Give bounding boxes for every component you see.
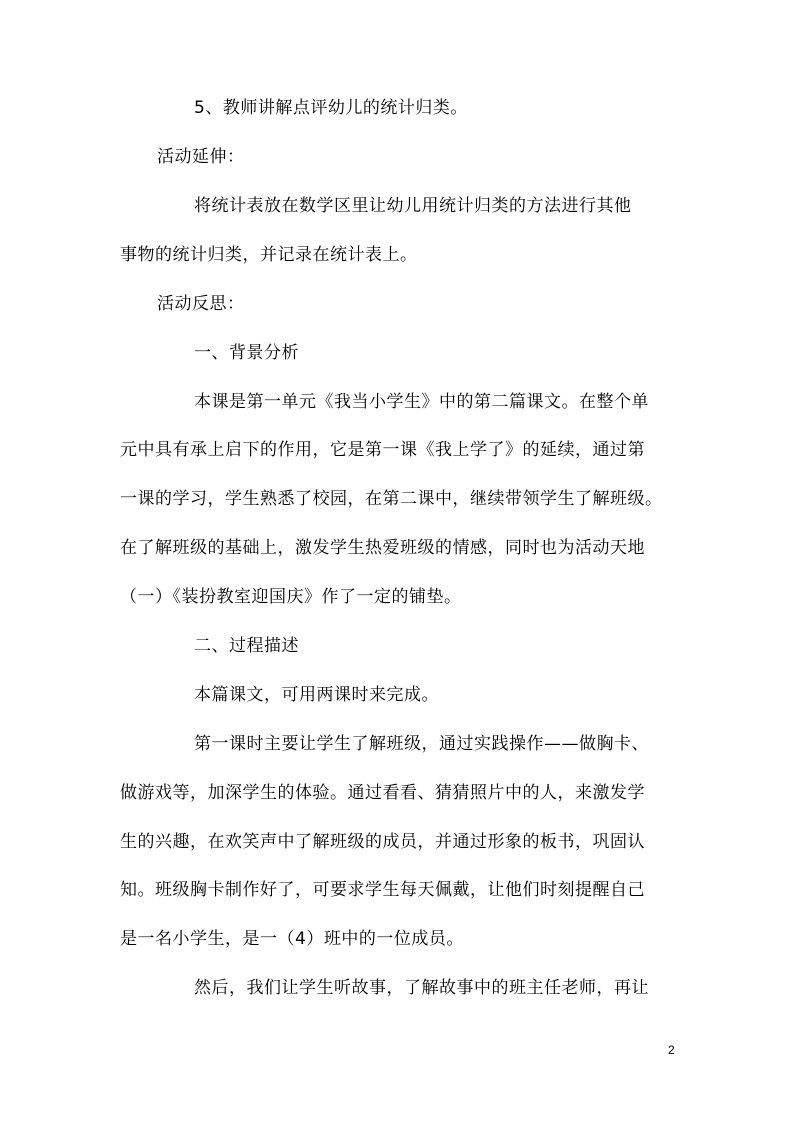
- paragraph-line: 本篇课文，可用两课时来完成。: [194, 685, 439, 705]
- section-heading: 活动反思：: [157, 294, 245, 314]
- paragraph-line: 是一名小学生，是一（4）班中的一位成员。: [120, 929, 464, 949]
- paragraph-line: 本课是第一单元《我当小学生》中的第二篇课文。在整个单: [194, 392, 649, 412]
- paragraph-line: 知。班级胸卡制作好了，可要求学生每天佩戴，让他们时刻提醒自己: [120, 880, 645, 900]
- paragraph-line: 生的兴趣，在欢笑声中了解班级的成员，并通过形象的板书，巩固认: [120, 832, 645, 852]
- paragraph-line: 5、教师讲解点评幼儿的统计归类。: [194, 98, 468, 118]
- paragraph-line: 然后，我们让学生听故事，了解故事中的班主任老师，再让: [194, 978, 649, 998]
- paragraph-line: 在了解班级的基础上，激发学生热爱班级的情感，同时也为活动天地: [120, 538, 645, 558]
- subsection-heading: 二、过程描述: [194, 636, 299, 656]
- paragraph-line: （一）《装扮教室迎国庆》作了一定的铺垫。: [120, 587, 462, 607]
- subsection-heading: 一、背景分析: [194, 343, 299, 363]
- page-number: 2: [668, 1043, 675, 1057]
- paragraph-line: 做游戏等，加深学生的体验。通过看看、猜猜照片中的人，来激发学: [120, 783, 645, 803]
- paragraph-line: 一课的学习，学生熟悉了校园，在第二课中，继续带领学生了解班级。: [120, 489, 663, 509]
- section-heading: 活动延伸：: [157, 147, 245, 167]
- paragraph-line: 元中具有承上启下的作用，它是第一课《我上学了》的延续，通过第: [120, 440, 645, 460]
- paragraph-line: 将统计表放在数学区里让幼儿用统计归类的方法进行其他: [194, 196, 632, 216]
- paragraph-line: 第一课时主要让学生了解班级，通过实践操作——做胸卡、: [194, 734, 649, 754]
- paragraph-line: 事物的统计归类，并记录在统计表上。: [120, 245, 418, 265]
